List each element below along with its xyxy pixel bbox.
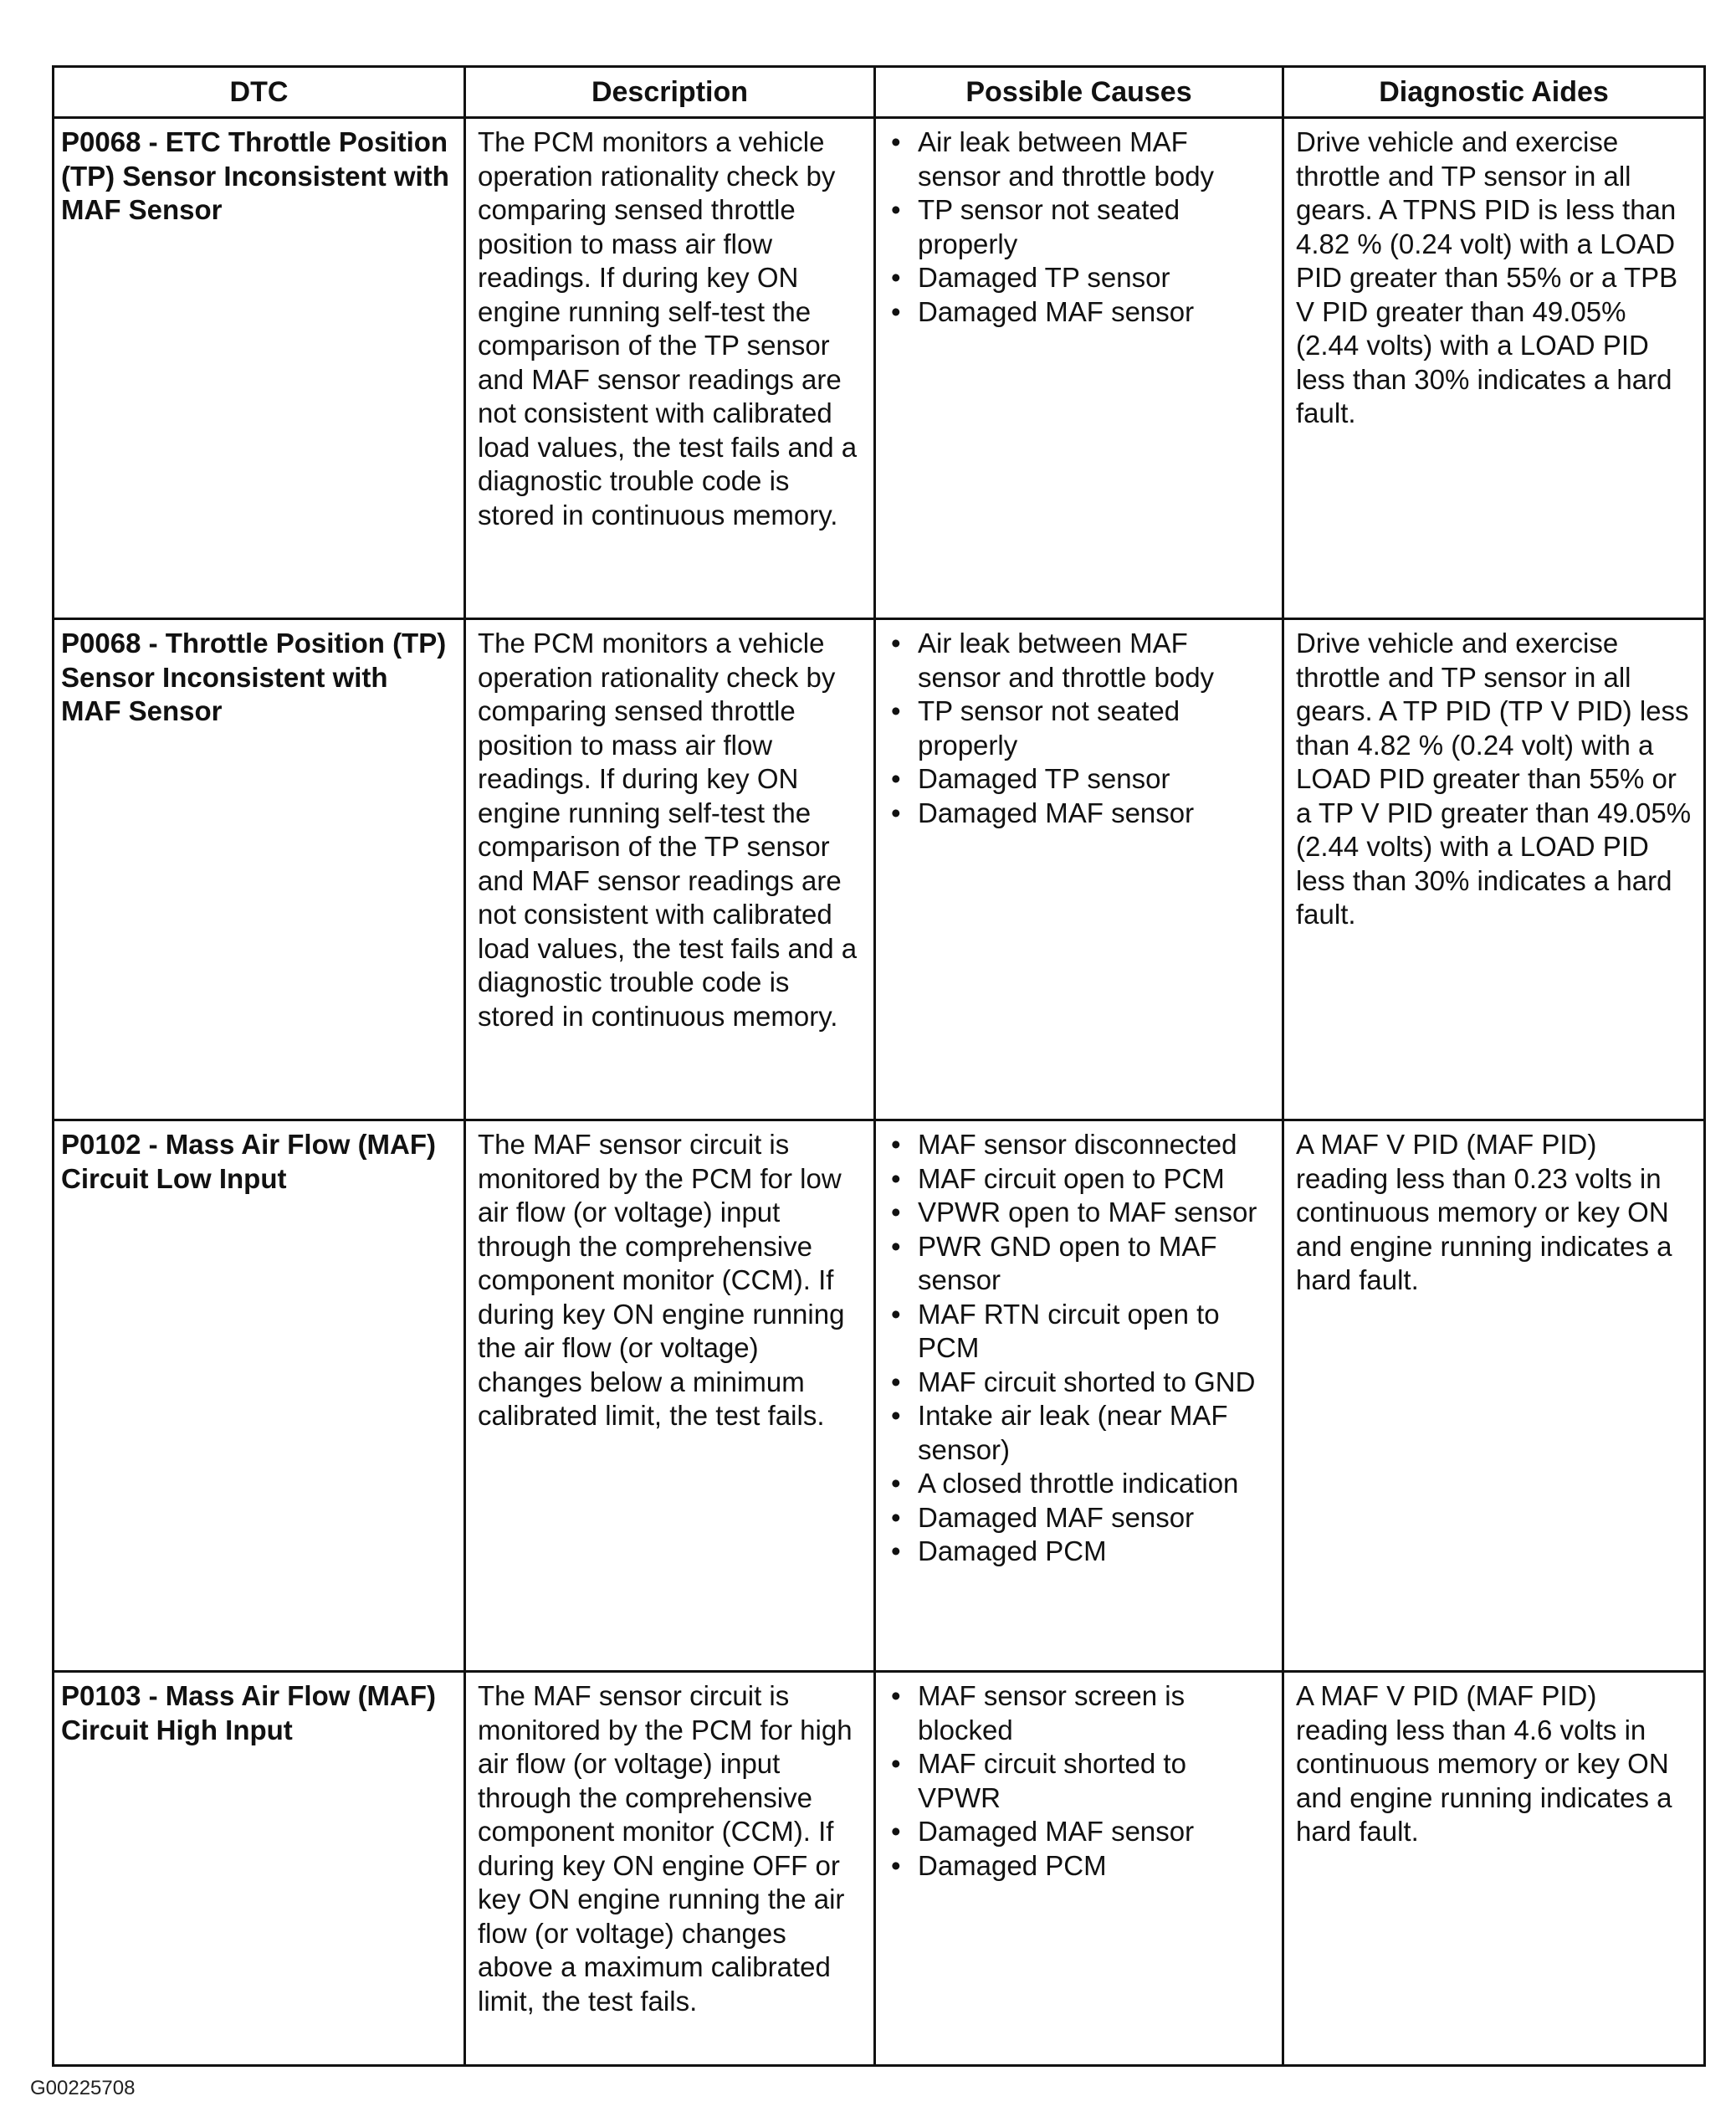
- cause-item: • Damaged MAF sensor: [888, 295, 1273, 330]
- cause-item: • MAF RTN circuit open to PCM: [888, 1298, 1273, 1366]
- cause-item: • Damaged MAF sensor: [888, 1815, 1273, 1849]
- table-row: [54, 1672, 1705, 2066]
- cause-item: • Intake air leak (near MAF sensor): [888, 1399, 1273, 1467]
- cause-item: • Damaged TP sensor: [888, 762, 1273, 797]
- figure-id: G00225708: [30, 2077, 136, 2099]
- table-row: [54, 1120, 1705, 1672]
- description-cell: The PCM monitors a vehicle operation rationality check by comparing sensed throttle position to mass air flow readings. If during key ON engine running self-test the comparison of the TP sensor and MAF sensor readings are not consistent with calibrated load values, the test fails and a diagnostic trouble code is stored in continuous memory.: [465, 118, 875, 619]
- cause-item: • MAF sensor screen is blocked: [888, 1679, 1273, 1747]
- aides-cell: Drive vehicle and exercise throttle and TP sensor in all gears. A TPNS PID is less than 4.82 % (0.24 volt) with a LOAD PID greater than 55% or a TPB V PID greater than 49.05% (2.44 volts) with a LOAD PID less than 30% indicates a hard fault.: [1283, 118, 1705, 619]
- aides-cell: A MAF V PID (MAF PID) reading less than 4.6 volts in continuous memory or key ON and engine running indicates a hard fault.: [1283, 1672, 1705, 2066]
- dtc-table: [52, 65, 1706, 2067]
- cause-item: • Damaged MAF sensor: [888, 797, 1273, 831]
- aides-cell: Drive vehicle and exercise throttle and TP sensor in all gears. A TP PID (TP V PID) less than 4.82 % (0.24 volt) with a LOAD PID greater than 55% or a TP V PID greater than 49.05% (2.44 volts) with a LOAD PID less than 30% indicates a hard fault.: [1283, 619, 1705, 1120]
- cause-item: • Air leak between MAF sensor and throttle body: [888, 126, 1273, 193]
- header-diagnostic-aides: Diagnostic Aides: [1283, 67, 1705, 118]
- cause-item: • Damaged PCM: [888, 1849, 1273, 1884]
- cause-item: • Damaged MAF sensor: [888, 1501, 1273, 1535]
- description-cell: The PCM monitors a vehicle operation rationality check by comparing sensed throttle position to mass air flow readings. If during key ON engine running self-test the comparison of the TP sensor and MAF sensor readings are not consistent with calibrated load values, the test fails and a diagnostic trouble code is stored in continuous memory.: [465, 619, 875, 1120]
- cause-item: • Air leak between MAF sensor and throttle body: [888, 627, 1273, 695]
- causes-list: [888, 126, 1273, 329]
- causes-cell: [875, 1672, 1283, 2066]
- description-cell: The MAF sensor circuit is monitored by the PCM for high air flow (or voltage) input through the comprehensive component monitor (CCM). If during key ON engine OFF or key ON engine running the air flow (or voltage) changes above a maximum calibrated limit, the test fails.: [465, 1672, 875, 2066]
- cause-item: • MAF circuit open to PCM: [888, 1162, 1273, 1197]
- cause-item: • MAF sensor disconnected: [888, 1128, 1273, 1162]
- header-dtc: DTC: [54, 67, 465, 118]
- header-description: Description: [465, 67, 875, 118]
- table-row: [54, 118, 1705, 619]
- causes-cell: [875, 1120, 1283, 1672]
- header-possible-causes: Possible Causes: [875, 67, 1283, 118]
- dtc-cell: P0102 - Mass Air Flow (MAF) Circuit Low Input: [54, 1120, 465, 1672]
- cause-item: • PWR GND open to MAF sensor: [888, 1230, 1273, 1298]
- cause-item: • VPWR open to MAF sensor: [888, 1196, 1273, 1230]
- cause-item: • A closed throttle indication: [888, 1467, 1273, 1501]
- causes-list: [888, 627, 1273, 830]
- dtc-cell: P0068 - ETC Throttle Position (TP) Sensor Inconsistent with MAF Sensor: [54, 118, 465, 619]
- cause-item: • TP sensor not seated properly: [888, 695, 1273, 762]
- causes-list: [888, 1679, 1273, 1883]
- header-row: [54, 67, 1705, 118]
- dtc-cell: P0103 - Mass Air Flow (MAF) Circuit High Input: [54, 1672, 465, 2066]
- cause-item: • Damaged PCM: [888, 1535, 1273, 1569]
- causes-cell: [875, 619, 1283, 1120]
- cause-item: • MAF circuit shorted to GND: [888, 1366, 1273, 1400]
- cause-item: • TP sensor not seated properly: [888, 193, 1273, 261]
- table-row: [54, 619, 1705, 1120]
- dtc-cell: P0068 - Throttle Position (TP) Sensor Inconsistent with MAF Sensor: [54, 619, 465, 1120]
- cause-item: • MAF circuit shorted to VPWR: [888, 1747, 1273, 1815]
- causes-cell: [875, 118, 1283, 619]
- cause-item: • Damaged TP sensor: [888, 261, 1273, 295]
- description-cell: The MAF sensor circuit is monitored by the PCM for low air flow (or voltage) input through the comprehensive component monitor (CCM). If during key ON engine running the air flow (or voltage) changes below a minimum calibrated limit, the test fails.: [465, 1120, 875, 1672]
- aides-cell: A MAF V PID (MAF PID) reading less than 0.23 volts in continuous memory or key ON and engine running indicates a hard fault.: [1283, 1120, 1705, 1672]
- causes-list: [888, 1128, 1273, 1569]
